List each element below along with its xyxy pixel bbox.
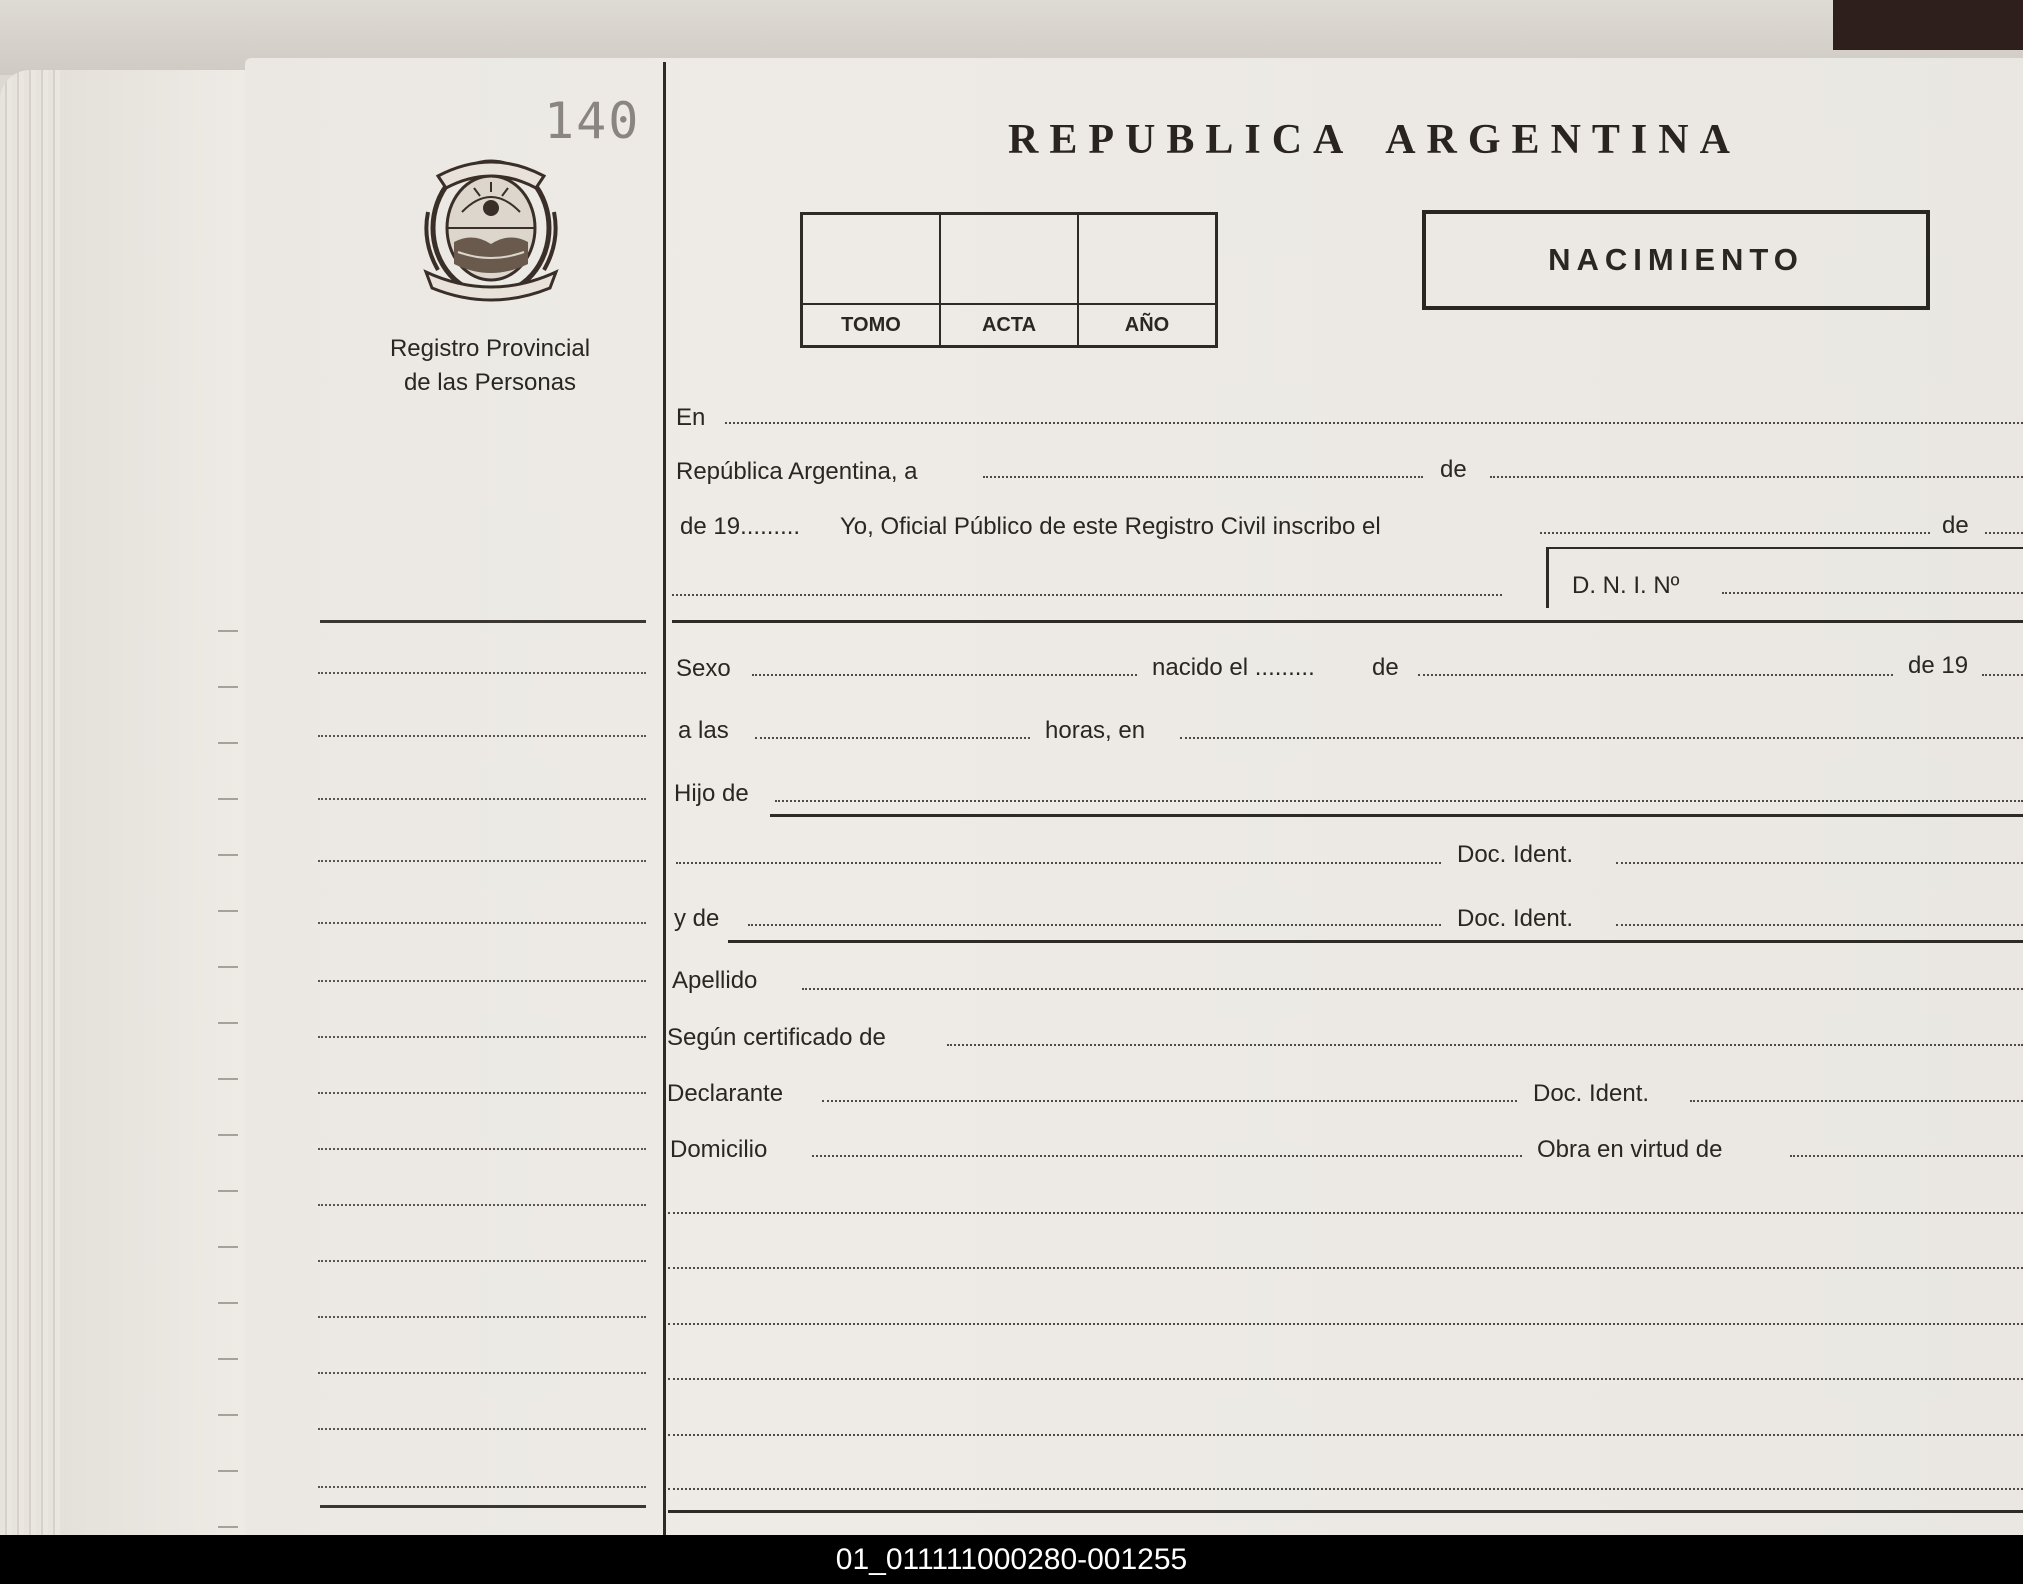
sexo-field[interactable] xyxy=(752,674,1137,676)
birth-month-field[interactable] xyxy=(1418,674,1893,676)
sexo-label: Sexo xyxy=(676,655,731,682)
domicilio-label: Domicilio xyxy=(670,1136,768,1163)
reference-box xyxy=(800,212,1218,348)
inscription-date-field[interactable] xyxy=(1540,532,1930,534)
segun-label: Según certificado de xyxy=(667,1024,886,1051)
stub-line xyxy=(318,1204,646,1206)
domicilio-field[interactable] xyxy=(812,1155,1522,1157)
dni-field[interactable] xyxy=(1722,592,2023,594)
inscription-month-field[interactable] xyxy=(1985,532,2023,534)
birthplace-field[interactable] xyxy=(1180,737,2023,739)
de-label-3: de xyxy=(1372,654,1399,681)
image-caption: 01_011111000280-001255 xyxy=(0,1535,2023,1584)
doc-ident-label-3: Doc. Ident. xyxy=(1533,1080,1650,1107)
notes-line[interactable] xyxy=(668,1434,2023,1436)
hijo-label: Hijo de xyxy=(674,780,749,807)
dni-box-bar xyxy=(1546,548,1549,608)
stub-line xyxy=(318,922,646,924)
stub-line xyxy=(318,1486,646,1488)
previous-page-dotted-lines xyxy=(218,580,238,1530)
father-doc-field[interactable] xyxy=(1616,862,2023,864)
stub-line xyxy=(318,735,646,737)
stub-top-rule xyxy=(320,620,646,623)
notes-line[interactable] xyxy=(668,1267,2023,1269)
declarante-field[interactable] xyxy=(822,1100,1517,1102)
year-prefix-label xyxy=(680,513,800,541)
tomo-label: TOMO xyxy=(803,303,939,345)
section-rule-1 xyxy=(672,620,2023,623)
de19-label: de 19 xyxy=(1908,652,1969,679)
inscription-extra-field[interactable] xyxy=(672,594,1502,596)
stub-line xyxy=(318,1148,646,1150)
de19-text: de 19 xyxy=(680,513,741,540)
year-dots[interactable]: ......... xyxy=(740,513,801,540)
mother-doc-field[interactable] xyxy=(1616,924,2023,926)
a-las-label: a las xyxy=(678,717,729,744)
apellido-label: Apellido xyxy=(672,967,758,994)
en-label: En xyxy=(676,404,706,431)
certificate-field[interactable] xyxy=(947,1044,2023,1046)
de-label-2: de xyxy=(1942,512,1969,539)
stub-line xyxy=(318,980,646,982)
father-rule xyxy=(770,814,2023,817)
doc-ident-label-2: Doc. Ident. xyxy=(1457,905,1574,932)
notes-line[interactable] xyxy=(668,1212,2023,1214)
acta-label: ACTA xyxy=(941,303,1077,345)
notes-line[interactable] xyxy=(668,1378,2023,1380)
page-number: 140 xyxy=(544,92,641,150)
stub-line xyxy=(318,860,646,862)
month-field[interactable] xyxy=(1490,476,2023,478)
mother-field[interactable] xyxy=(748,924,1441,926)
stub-line xyxy=(318,798,646,800)
stub-bottom-rule xyxy=(320,1505,646,1508)
tomo-field[interactable] xyxy=(803,215,941,345)
page-title: REPUBLICA ARGENTINA xyxy=(1008,117,1741,163)
stub-line xyxy=(318,1092,646,1094)
dni-label: D. N. I. Nº xyxy=(1572,572,1680,599)
officer-statement: Yo, Oficial Público de este Registro Civil inscribo el xyxy=(840,513,1381,540)
registry-name xyxy=(360,332,620,400)
republica-label: República Argentina, a xyxy=(676,458,918,485)
declarante-doc-field[interactable] xyxy=(1690,1100,2023,1102)
father-field[interactable] xyxy=(775,800,2023,802)
registry-name-line2: de las Personas xyxy=(403,369,577,396)
stub-line xyxy=(318,672,646,674)
father-extra-field[interactable] xyxy=(676,862,1441,864)
obra-label: Obra en virtud de xyxy=(1537,1136,1723,1163)
nacido-label xyxy=(1152,654,1315,682)
stub-line xyxy=(318,1372,646,1374)
provincial-seal-icon xyxy=(418,152,564,310)
section-rule-2 xyxy=(728,940,2023,943)
bottom-rule xyxy=(668,1510,2023,1513)
horas-label: horas, en xyxy=(1045,717,1146,744)
dni-box-top xyxy=(1546,547,2023,549)
birth-year-field[interactable] xyxy=(1982,674,2023,676)
stub-line xyxy=(318,1260,646,1262)
stub-divider-line xyxy=(663,62,666,1540)
obra-field[interactable] xyxy=(1790,1155,2023,1157)
acta-field[interactable] xyxy=(941,215,1079,345)
hour-field[interactable] xyxy=(755,737,1030,739)
nacido-text: nacido el xyxy=(1152,654,1249,681)
stub-line xyxy=(318,1316,646,1318)
ano-field[interactable] xyxy=(1079,215,1215,345)
stub-line xyxy=(318,1428,646,1430)
registry-name-line1: Registro Provincial xyxy=(389,335,591,362)
notes-line[interactable] xyxy=(668,1488,2023,1490)
record-type-box: NACIMIENTO xyxy=(1422,210,1930,310)
stub-line xyxy=(318,1036,646,1038)
de-label: de xyxy=(1440,456,1467,483)
y-de-label: y de xyxy=(674,905,720,932)
apellido-field[interactable] xyxy=(802,988,2023,990)
background-corner xyxy=(1833,0,2023,50)
en-field[interactable] xyxy=(725,422,2023,424)
day-field[interactable] xyxy=(983,476,1423,478)
birth-day-dots[interactable]: ......... xyxy=(1254,654,1315,681)
ano-label: AÑO xyxy=(1079,303,1215,345)
notes-line[interactable] xyxy=(668,1323,2023,1325)
doc-ident-label-1: Doc. Ident. xyxy=(1457,841,1574,868)
declarante-label: Declarante xyxy=(667,1080,784,1107)
